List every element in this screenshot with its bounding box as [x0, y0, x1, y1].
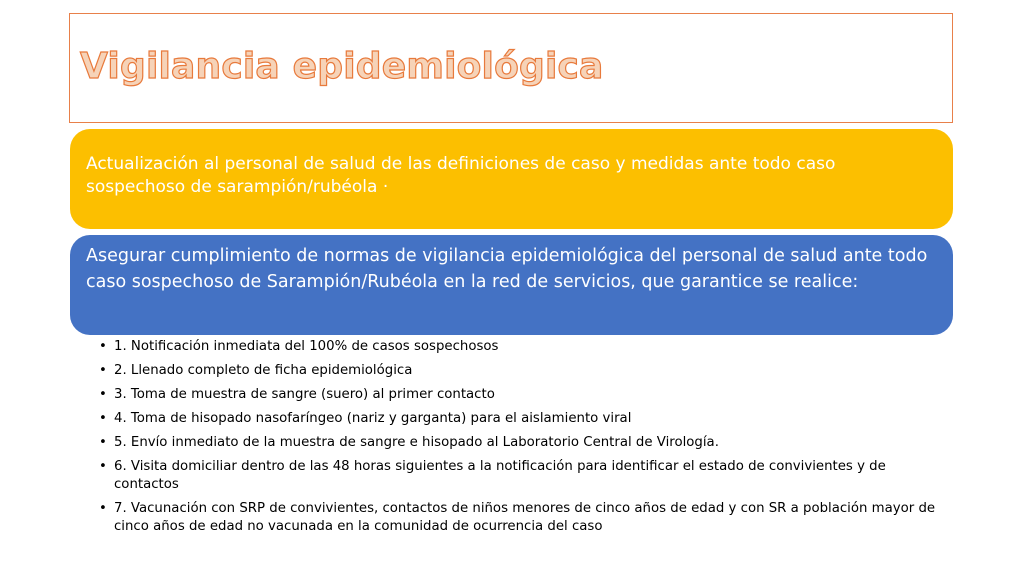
- list-item: [99, 410, 949, 428]
- list-item-text: 3. Toma de muestra de sangre (suero) al primer contacto: [114, 387, 495, 402]
- bullet-list: [99, 338, 949, 542]
- bullet-icon: •: [99, 387, 107, 402]
- list-item: [99, 458, 949, 494]
- blue-band-text: Asegurar cumplimiento de normas de vigilancia epidemiológica del personal de salud ante todo caso sospechoso de Sarampión/Rubéola en la red de servicios, que garantice se realice:: [86, 246, 928, 292]
- list-item-text: 5. Envío inmediato de la muestra de sangre e hisopado al Laboratorio Central de Virología.: [114, 435, 719, 450]
- yellow-band: [70, 129, 953, 229]
- list-item-text: 6. Visita domiciliar dentro de las 48 horas siguientes a la notificación para identificar el estado de convivientes y de contactos: [114, 459, 886, 492]
- list-item-text: 4. Toma de hisopado nasofaríngeo (nariz y garganta) para el aislamiento viral: [114, 411, 632, 426]
- bullet-icon: •: [99, 459, 107, 474]
- list-item: [99, 500, 949, 536]
- bullet-icon: •: [99, 411, 107, 426]
- list-item: [99, 362, 949, 380]
- list-item: [99, 434, 949, 452]
- list-item-text: 2. Llenado completo de ficha epidemiológica: [114, 363, 413, 378]
- list-item: [99, 386, 949, 404]
- bullet-icon: •: [99, 363, 107, 378]
- bullet-icon: •: [99, 501, 107, 516]
- yellow-band-text: Actualización al personal de salud de las definiciones de caso y medidas ante todo caso sospechoso de sarampión/rubéola ·: [86, 154, 836, 197]
- slide-title: Vigilancia epidemiológica: [80, 46, 604, 87]
- bullet-icon: •: [99, 435, 107, 450]
- title-box: [69, 13, 953, 123]
- list-item: [99, 338, 949, 356]
- list-item-text: 7. Vacunación con SRP de convivientes, contactos de niños menores de cinco años de edad y con SR a población mayor de cinco años de edad no vacunada en la comunidad de ocurrencia del caso: [114, 501, 936, 534]
- blue-band: [70, 235, 953, 335]
- bullet-icon: •: [99, 339, 107, 354]
- list-item-text: 1. Notificación inmediata del 100% de casos sospechosos: [114, 339, 499, 354]
